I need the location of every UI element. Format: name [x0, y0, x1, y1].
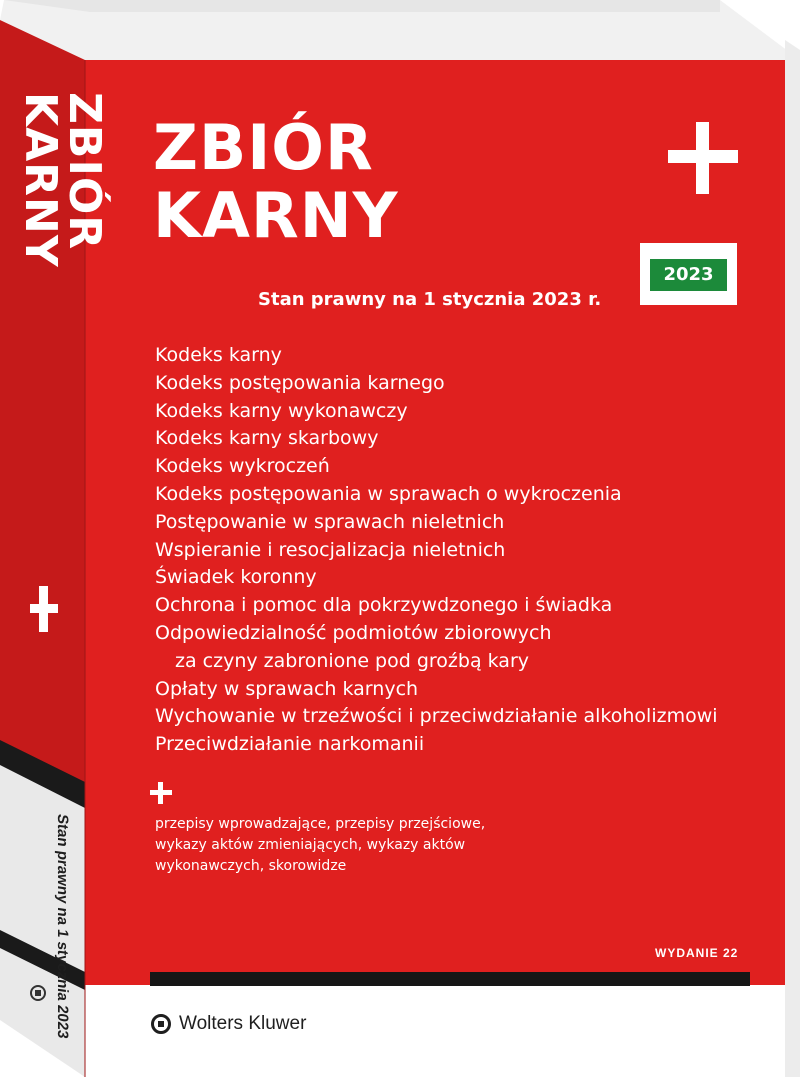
- book-title-line1: ZBIÓR: [153, 111, 374, 184]
- contents-item: Kodeks postępowania w sprawach o wykroczenia: [155, 482, 622, 505]
- extras-line: wykazy aktów zmieniających, wykazy aktów: [155, 837, 466, 853]
- contents-item: Wychowanie w trzeźwości i przeciwdziałanie alkoholizmowi: [155, 705, 718, 728]
- spine-title-line2: KARNY: [15, 92, 66, 268]
- spine-title: [15, 92, 110, 268]
- contents-item: Kodeks postępowania karnego: [155, 371, 445, 394]
- book-title: [153, 111, 399, 252]
- contents-item: Przeciwdziałanie narkomanii: [155, 733, 425, 756]
- contents-item: Świadek koronny: [155, 566, 317, 589]
- publisher: [151, 1013, 306, 1035]
- plus-icon: [668, 122, 738, 194]
- spine-state-of-law: Stan prawny na 1 stycznia 2023: [54, 812, 71, 1040]
- extras-text: [155, 814, 485, 877]
- contents-item: za czyny zabronione pod groźbą kary: [175, 649, 530, 672]
- contents-item: Kodeks karny skarbowy: [155, 427, 379, 450]
- book-title-line2: KARNY: [153, 179, 399, 252]
- edition-label: WYDANIE 22: [655, 946, 739, 960]
- extras-line: przepisy wprowadzające, przepisy przejściowe,: [155, 816, 486, 832]
- contents-item: Kodeks wykroczeń: [155, 455, 330, 478]
- spine-publisher-logo-icon: [30, 985, 46, 1001]
- spine-plus-icon: [24, 578, 64, 640]
- contents-item: Wspieranie i resocjalizacja nieletnich: [155, 538, 506, 561]
- contents-item: Odpowiedzialność podmiotów zbiorowych: [155, 621, 552, 644]
- contents-list: [155, 342, 718, 759]
- year-badge: [640, 243, 737, 305]
- contents-item: Kodeks karny wykonawczy: [155, 399, 408, 422]
- year-badge-label: 2023: [650, 259, 727, 291]
- contents-item: Opłaty w sprawach karnych: [155, 677, 419, 700]
- state-of-law-label: Stan prawny na 1 stycznia 2023 r.: [258, 289, 602, 310]
- small-plus-icon: [150, 782, 172, 804]
- wolters-kluwer-logo-icon: [151, 1014, 171, 1034]
- extras-line: wykonawczych, skorowidze: [155, 858, 347, 874]
- contents-item: Ochrona i pomoc dla pokrzywdzonego i świadka: [155, 594, 613, 617]
- publisher-name: Wolters Kluwer: [179, 1013, 307, 1034]
- spine-title-line1: ZBIÓR: [59, 92, 110, 251]
- contents-item: Postępowanie w sprawach nieletnich: [155, 510, 505, 533]
- contents-item: Kodeks karny: [155, 344, 282, 366]
